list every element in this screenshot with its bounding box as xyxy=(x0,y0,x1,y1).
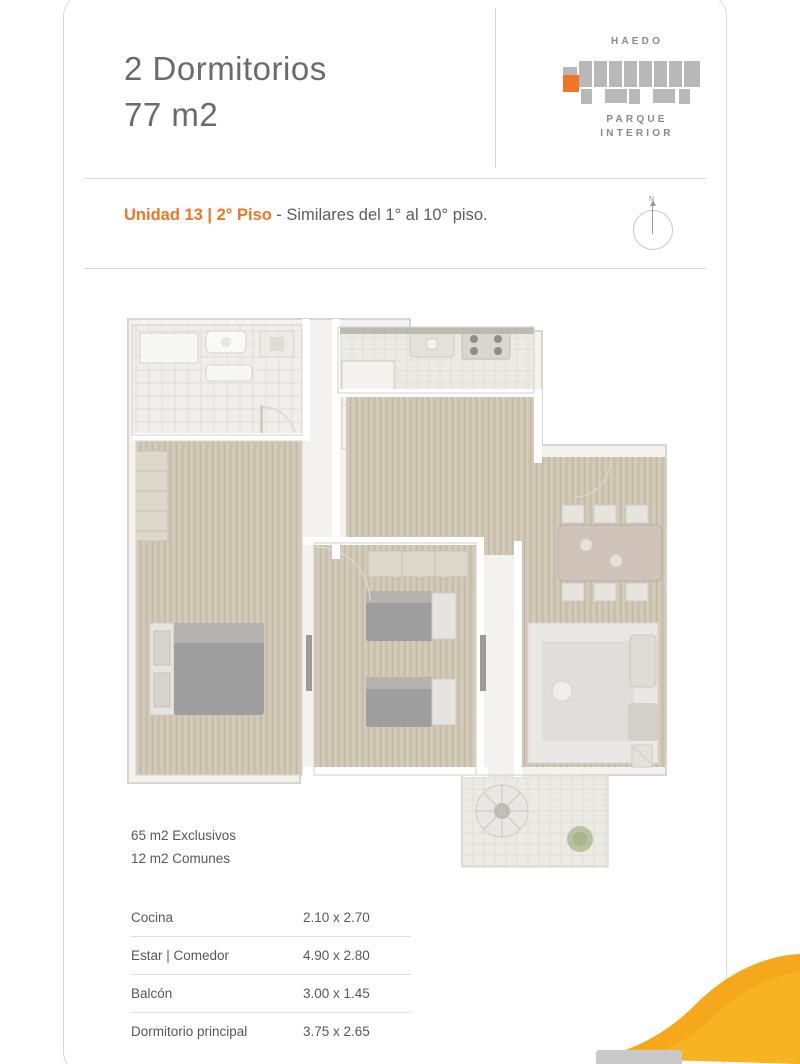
header-vertical-divider xyxy=(495,8,496,168)
living-set xyxy=(528,623,658,767)
unit-note: - Similares del 1° al 10° piso. xyxy=(276,206,488,224)
room-value: 3.00 x 1.45 xyxy=(303,986,370,1001)
sliding-door-2 xyxy=(480,635,486,691)
logo-bottom-line-2: INTERIOR xyxy=(600,128,674,139)
bottom-thumbnail[interactable] xyxy=(596,1050,682,1064)
compass-ring xyxy=(633,210,673,250)
room-label: Dormitorio principal xyxy=(131,1024,248,1039)
table-row xyxy=(131,936,411,974)
room-dimensions-table xyxy=(131,898,411,1050)
divider-top xyxy=(84,178,706,179)
area-common: 12 m2 Comunes xyxy=(131,851,231,866)
floorplan xyxy=(110,305,690,885)
room-value: 2.10 x 2.70 xyxy=(303,909,370,925)
room-label: Balcón xyxy=(131,986,173,1001)
logo-bottom-text xyxy=(542,113,732,141)
room-label: Cocina xyxy=(131,909,174,925)
divider-bottom xyxy=(84,268,706,269)
area-exclusive: 65 m2 Exclusivos xyxy=(131,828,237,843)
project-logo xyxy=(542,36,732,166)
logo-highlight-unit xyxy=(563,75,579,92)
table-row xyxy=(131,974,411,1012)
master-bed xyxy=(150,623,264,715)
page-title xyxy=(124,46,484,138)
dining-set xyxy=(558,505,662,601)
table-row xyxy=(131,1012,411,1050)
room-value: 3.75 x 2.65 xyxy=(303,1024,370,1039)
room-value: 4.90 x 2.80 xyxy=(303,948,370,963)
area-summary xyxy=(131,824,236,870)
header xyxy=(64,0,726,178)
room-label: Estar | Comedor xyxy=(131,948,230,963)
logo-top-text: HAEDO xyxy=(610,36,664,47)
title-line-1: 2 Dormitorios xyxy=(124,50,327,87)
unit-info xyxy=(124,206,664,250)
table-row xyxy=(131,898,411,936)
compass-needle xyxy=(652,204,653,234)
compass-icon xyxy=(625,196,679,256)
sliding-door-1 xyxy=(306,635,312,691)
logo-bottom-line-1: PARQUE xyxy=(606,114,668,125)
unit-label: Unidad 13 | 2° Piso xyxy=(124,206,272,224)
logo-building-mark xyxy=(557,53,717,105)
title-line-2: 77 m2 xyxy=(124,96,219,133)
